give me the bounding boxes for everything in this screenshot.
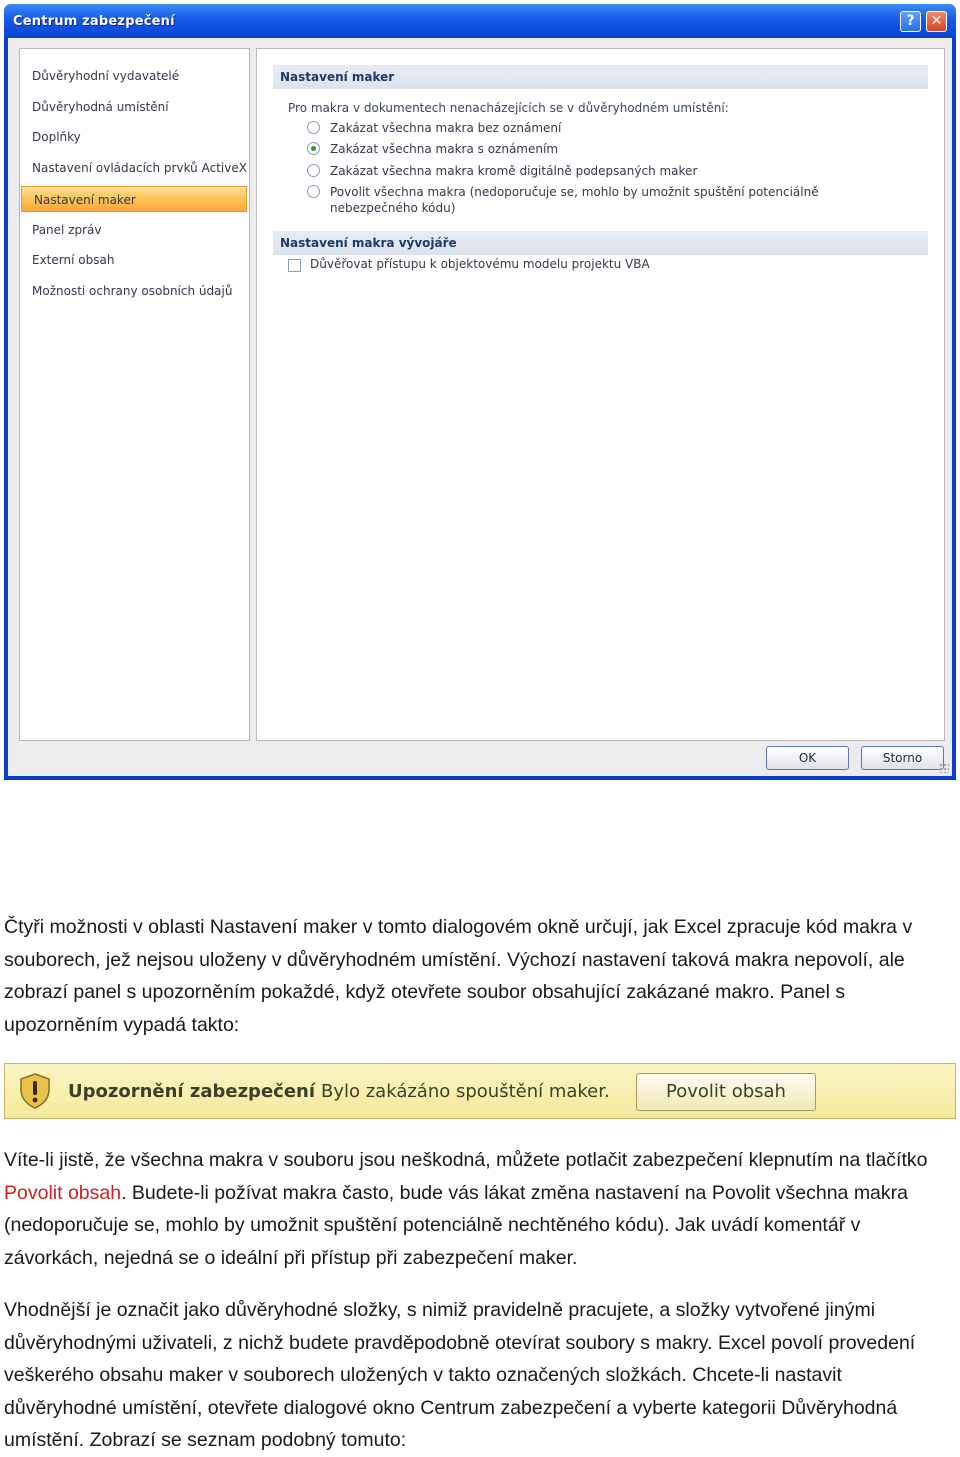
paragraph-trusted-locations: Vhodnější je označit jako důvěryhodné složky, s nimiž pravidelně pracujete, a složky vytvořené jinými důvěryhodnými uživateli, z nichž budete pravděpodobně otevírat soubory s makry. Excel povolí provedení veškerého obsahu maker v souborech uložených v takto označených složkách. Chcete-li nastavit důvěryhodné umístění, otevřete dialogové okno Centrum zabezpečení a vyberte kategorii Důvěryhodná umístění. Zobrazí se seznam podobný tomuto: (4, 1299, 916, 1451)
close-button[interactable]: ✕ (926, 11, 947, 32)
help-button[interactable]: ? (900, 11, 921, 32)
resize-grip-icon[interactable] (939, 763, 949, 773)
section-header-developer-macro: Nastavení makra vývojáře (273, 231, 928, 255)
radio-circle[interactable] (307, 164, 320, 177)
paragraph-enable-content (4, 1144, 956, 1274)
nav-item-message-bar[interactable]: Panel zpráv (32, 223, 102, 237)
dialog-client (8, 38, 952, 776)
radio-disable-with-notification[interactable] (307, 141, 558, 157)
category-nav (19, 48, 250, 741)
shield-warning-icon (19, 1073, 51, 1109)
trust-center-dialog (4, 4, 956, 780)
radio-label: Zakázat všechna makra bez oznámení (330, 121, 562, 135)
radio-circle[interactable] (307, 185, 320, 198)
enable-content-reference: Povolit obsah (4, 1181, 122, 1204)
radio-disable-except-signed[interactable] (307, 163, 697, 179)
vba-access-checkbox[interactable] (288, 259, 301, 272)
radio-disable-without-notification[interactable] (307, 120, 561, 136)
radio-circle[interactable] (307, 121, 320, 134)
nav-item-macro-settings[interactable]: Nastavení maker (21, 186, 247, 212)
nav-item-trusted-locations[interactable]: Důvěryhodná umístění (32, 100, 169, 114)
nav-item-activex[interactable]: Nastavení ovládacích prvků ActiveX (32, 161, 247, 175)
security-message-bar (4, 1063, 956, 1119)
nav-item-external-content[interactable]: Externí obsah (32, 253, 115, 267)
message-bar-text: Bylo zakázáno spouštění maker. (321, 1081, 610, 1102)
nav-item-privacy-options[interactable]: Možnosti ochrany osobních údajů (32, 284, 233, 298)
radio-label: Zakázat všechna makra s oznámením (330, 142, 559, 156)
message-bar-title: Upozornění zabezpečení (68, 1081, 316, 1102)
dialog-title: Centrum zabezpečení (13, 14, 175, 29)
paragraph-macro-options: Čtyři možnosti v oblasti Nastavení maker v tomto dialogovém okně určují, jak Excel zpracuje kód makra v souborech, jež nejsou uloženy v důvěryhodném umístění. Výchozí nastavení taková makra nepovolí, ale zobrazí panel s upozorněním pokaždé, když otevřete soubor obsahující zakázané makro. Panel s upozorněním vypadá takto: (4, 916, 913, 1036)
dialog-titlebar (4, 4, 956, 38)
radio-label: Povolit všechna makra (nedoporučuje se, mohlo by umožnit spuštění potenciálně nebezpečného kódu) (330, 185, 819, 215)
radio-circle-selected[interactable] (307, 142, 320, 155)
enable-content-button[interactable]: Povolit obsah (636, 1073, 816, 1111)
radio-label: Zakázat všechna makra kromě digitálně podepsaných maker (330, 164, 698, 178)
paragraph-text-a: Víte-li jistě, že všechna makra v souboru jsou neškodná, můžete potlačit zabezpečení klepnutím na tlačítko (4, 1149, 928, 1171)
macro-settings-intro: Pro makra v dokumentech nenacházejících se v důvěryhodném umístění: (288, 101, 729, 115)
vba-access-label[interactable]: Důvěřovat přístupu k objektovému modelu projektu VBA (310, 257, 650, 271)
ok-button[interactable]: OK (766, 746, 849, 770)
settings-panel (256, 48, 945, 741)
cancel-button[interactable]: Storno (861, 746, 944, 770)
radio-enable-all-macros[interactable] (307, 184, 907, 216)
paragraph-text-b: . Budete-li požívat makra často, bude vás lákat změna nastavení na Povolit všechna makra (nedoporučuje se, mohlo by umožnit spuštění potenciálně nechtěného kódu). Jak uvádí komentář v závorkách, nejedná se o ideální při přístup při zabezpečení maker. (4, 1181, 908, 1269)
nav-item-trusted-publishers[interactable]: Důvěryhodní vydavatelé (32, 69, 180, 83)
nav-item-addins[interactable]: Doplňky (32, 130, 81, 144)
section-header-macro-settings: Nastavení maker (273, 65, 928, 89)
